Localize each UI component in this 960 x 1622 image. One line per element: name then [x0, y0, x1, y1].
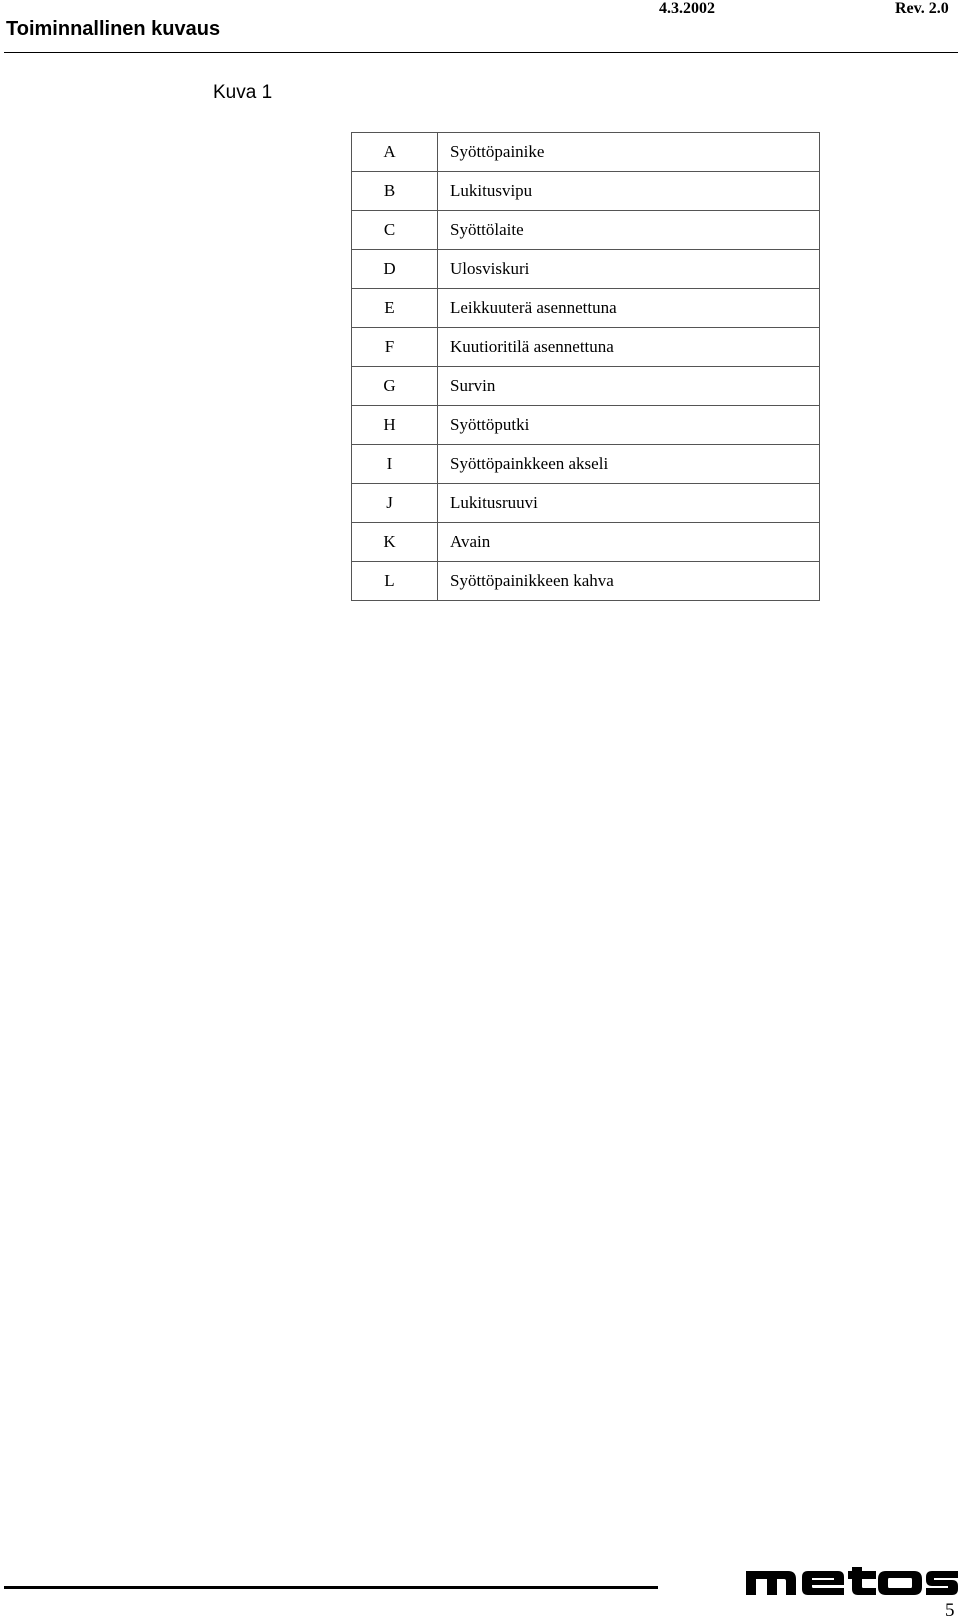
legend-row [352, 172, 820, 211]
legend-key: G [352, 367, 438, 406]
legend-key: K [352, 523, 438, 562]
legend-row [352, 328, 820, 367]
legend-key: I [352, 445, 438, 484]
page-number: 5 [945, 1600, 955, 1621]
legend-label: Syöttölaite [438, 211, 820, 250]
legend-row [352, 250, 820, 289]
legend-key: L [352, 562, 438, 601]
legend-label: Avain [438, 523, 820, 562]
legend-key: B [352, 172, 438, 211]
legend-row [352, 445, 820, 484]
legend-key: F [352, 328, 438, 367]
legend-key: A [352, 133, 438, 172]
legend-row [352, 133, 820, 172]
legend-row [352, 211, 820, 250]
header-rule [4, 52, 958, 53]
legend-label: Ulosviskuri [438, 250, 820, 289]
legend-label: Kuutioritilä asennettuna [438, 328, 820, 367]
legend-key: C [352, 211, 438, 250]
legend-label: Syöttöpainikkeen kahva [438, 562, 820, 601]
header-date: 4.3.2002 [659, 0, 715, 17]
legend-row [352, 562, 820, 601]
legend-label: Syöttöputki [438, 406, 820, 445]
legend-key: H [352, 406, 438, 445]
legend-row [352, 289, 820, 328]
legend-row [352, 523, 820, 562]
legend-key: J [352, 484, 438, 523]
legend-label: Syöttöpainkkeen akseli [438, 445, 820, 484]
legend-label: Lukitusruuvi [438, 484, 820, 523]
legend-key: D [352, 250, 438, 289]
footer-rule [4, 1586, 658, 1589]
legend-label: Leikkuuterä asennettuna [438, 289, 820, 328]
legend-row [352, 367, 820, 406]
legend-label: Lukitusvipu [438, 172, 820, 211]
header-revision: Rev. 2.0 [895, 0, 949, 17]
legend-table [351, 132, 820, 601]
figure-caption: Kuva 1 [213, 82, 273, 103]
legend-key: E [352, 289, 438, 328]
metos-logo [746, 1567, 958, 1597]
legend-label: Syöttöpainike [438, 133, 820, 172]
legend-row [352, 484, 820, 523]
legend-label: Survin [438, 367, 820, 406]
header-title: Toiminnallinen kuvaus [6, 18, 221, 40]
legend-row [352, 406, 820, 445]
